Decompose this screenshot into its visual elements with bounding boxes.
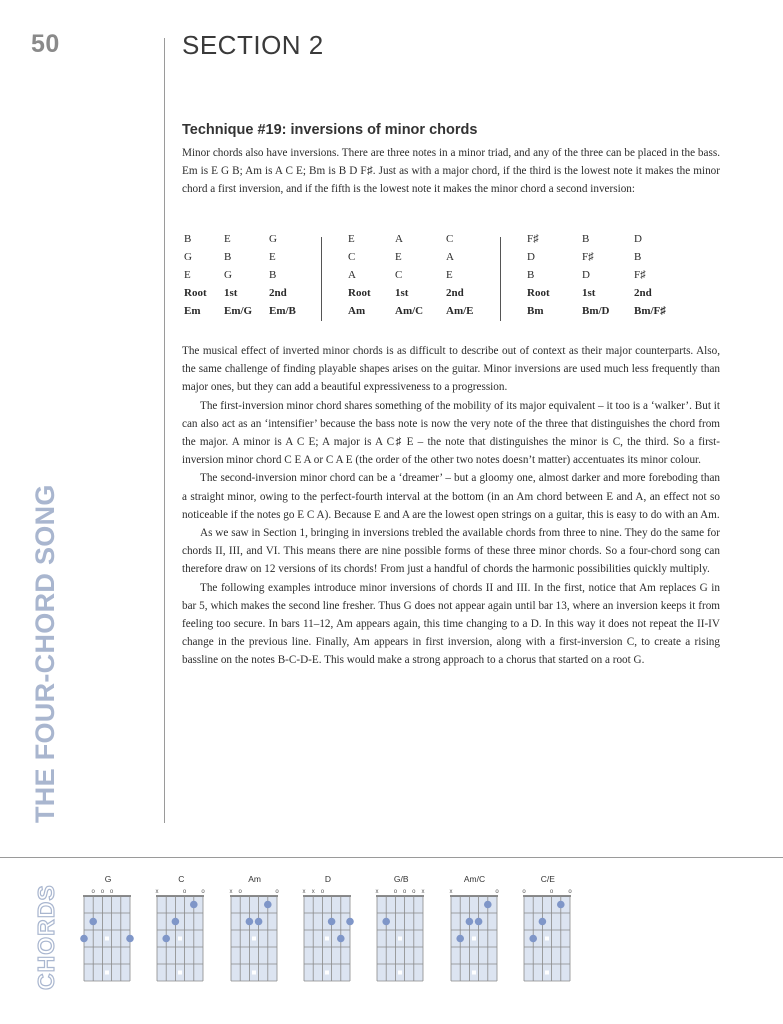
string-marker: x [375, 889, 379, 895]
triad-note: B [582, 233, 590, 245]
finger-dot [245, 918, 253, 926]
string-marker: o [238, 889, 242, 895]
fret-inlay [545, 937, 549, 941]
chord-diagram-name: G [104, 874, 112, 884]
triad-note: B [224, 251, 232, 263]
chord-diagram-c-e [518, 870, 578, 990]
string-marker: o [274, 889, 279, 895]
finger-dot [557, 901, 565, 909]
fret-inlay [105, 971, 109, 975]
sidebar-title-text: THE FOUR-CHORD SONG [30, 484, 60, 823]
chord-diagram-c [151, 870, 211, 990]
string-marker: o [494, 889, 499, 895]
chord-diagram-am-c [445, 870, 505, 990]
triad-note: C [348, 251, 356, 263]
triad-note: E [348, 233, 355, 245]
inversion-label: 2nd [446, 287, 464, 299]
chord-diagram-name: D [324, 874, 331, 884]
triad-note: D [527, 251, 535, 263]
chord-name: Em/G [224, 305, 253, 317]
paragraph: As we saw in Section 1, bringing in inversions trebled the available chords from three to nine. They do the same for chords II, III, and VI. This means there are nine possible forms of these three minor chords. So a four-chord song can therefore draw on 12 versions of its chords! From just a handful of chords the harmonic possibilities quickly multiply. [182, 527, 720, 576]
section-title: SECTION 2 [182, 30, 324, 60]
inversion-label: 1st [582, 287, 596, 299]
fretboard [371, 884, 431, 992]
chord-diagram-am [225, 870, 285, 990]
string-marker: o [568, 889, 572, 895]
finger-dot [172, 918, 180, 926]
triad-note: F♯ [527, 233, 539, 245]
triad-note: G [269, 233, 277, 245]
triad-note: B [184, 233, 192, 245]
triad-note: F♯ [634, 269, 646, 281]
technique-intro: Minor chords also have inversions. There are three notes in a minor triad, and any of the three can be placed in the bass. Em is E G B; Am is A C E; Bm is B D F♯. Just as with a major chord, if the third is the lowest note it makes the minor chord a first inversion, and if the fifth is the lowest note it makes the minor chord a second inversion: [182, 147, 720, 196]
triad-note: D [582, 269, 590, 281]
paragraph: The musical effect of inverted minor chords is as difficult to describe out of context as their major counterparts. Also, the same challenge of finding playable shapes arises on the guitar. Minor inversions are used much less frequently than major ones, but they can add a beautiful expressiveness to a progression. [182, 345, 720, 394]
chords-label-text: CHORDS [33, 884, 59, 990]
triad-table [182, 233, 702, 323]
finger-dot [465, 918, 473, 926]
fret-inlay [472, 937, 476, 941]
finger-dot [346, 918, 354, 926]
inversion-label: 1st [395, 287, 409, 299]
triad-note: B [269, 269, 277, 281]
fret-inlay [105, 937, 109, 941]
page-number: 50 [31, 30, 60, 58]
finger-dot [337, 935, 345, 943]
chord-diagram-g [78, 870, 138, 990]
fretboard [445, 884, 505, 992]
chord-diagram-g-b [371, 870, 431, 990]
fretboard [151, 884, 211, 992]
string-marker: o [393, 889, 398, 895]
chord-name: Am [348, 305, 366, 317]
finger-dot [126, 935, 134, 943]
paragraph: The second-inversion minor chord can be a ‘dreamer’ – but a gloomy one, almost darker and more foreboding than a straight minor, owing to the perfect-fourth interval at the bottom (in an Am chord between E and A, an effect not so noticeable if the notes go E C A). Because E and A are the lowest open strings on a guitar, this is easy to do with an Am. [182, 472, 720, 521]
finger-dot [328, 918, 336, 926]
triad-note: A [395, 233, 403, 245]
string-marker: o [201, 889, 205, 895]
fret-inlay [472, 971, 476, 975]
triad-note: F♯ [582, 251, 594, 263]
finger-dot [383, 918, 391, 926]
finger-dot [456, 935, 464, 943]
finger-dot [163, 935, 171, 943]
finger-dot [190, 901, 198, 909]
chord-diagram-d [298, 870, 358, 990]
fret-inlay [545, 971, 549, 975]
string-marker: o [412, 889, 416, 895]
fret-inlay [252, 937, 256, 941]
fretboard [225, 884, 285, 992]
chord-diagram-name: C/E [540, 874, 555, 884]
fret-inlay [178, 971, 182, 975]
string-marker: o [109, 889, 114, 895]
technique-heading: Technique #19: inversions of minor chords [182, 122, 478, 138]
triad-note: E [446, 269, 453, 281]
triad-note: B [634, 251, 642, 263]
chord-name: Bm [527, 305, 544, 317]
triad-separator [321, 237, 322, 321]
fret-inlay [398, 971, 402, 975]
inversion-label: 2nd [269, 287, 287, 299]
fretboard [78, 884, 138, 992]
finger-dot [538, 918, 546, 926]
chord-name: Em/B [269, 305, 296, 317]
inversion-label: 1st [224, 287, 238, 299]
triad-note: E [184, 269, 191, 281]
chord-diagram-name: Am/C [463, 874, 486, 884]
inversion-label: Root [184, 287, 207, 299]
string-marker: x [449, 889, 452, 895]
finger-dot [529, 935, 537, 943]
fret-inlay [398, 937, 402, 941]
chord-name: Bm/D [582, 305, 610, 317]
string-marker: o [403, 889, 407, 895]
chord-diagram-name: G/B [393, 874, 409, 884]
triad-note: A [348, 269, 356, 281]
finger-dot [264, 901, 272, 909]
string-marker: x [302, 889, 306, 895]
chord-diagram-name: Am [248, 874, 261, 884]
string-marker: o [100, 889, 105, 895]
finger-dot [254, 918, 262, 926]
fretboard [518, 884, 578, 992]
inversion-label: 2nd [634, 287, 652, 299]
chord-name: Bm/F♯ [634, 305, 666, 317]
finger-dot [80, 935, 88, 943]
finger-dot [474, 918, 482, 926]
triad-note: A [446, 251, 454, 263]
triad-note: B [527, 269, 535, 281]
triad-note: C [395, 269, 403, 281]
string-marker: o [183, 889, 187, 895]
string-marker: o [522, 889, 526, 895]
article-body [182, 342, 720, 670]
string-marker: x [421, 889, 425, 895]
chord-name: Am/E [446, 305, 474, 317]
paragraph: The following examples introduce minor inversions of chords II and III. In the first, notice that Am replaces G in bar 5, which makes the second line fresher. Thus G does not appear again until bar 13, where an inversion keeps it from feeling too secure. In bars 11–12, Am appears again, this time changing to a D. In this way it does not repeat the II-IV change in the previous line. Finally, Am appears in first inversion, along with a first-inversion C, to create a rising bassline on the notes B-C-D-E. This would make a strong approach to a chorus that started on a root G. [182, 581, 720, 667]
vertical-rule [164, 38, 165, 823]
bottom-rule [0, 857, 783, 858]
inversion-label: Root [527, 287, 550, 299]
triad-note: E [269, 251, 276, 263]
string-marker: o [91, 889, 95, 895]
string-marker: x [229, 889, 233, 895]
triad-separator [500, 237, 501, 321]
triad-note: G [224, 269, 232, 281]
string-marker: o [549, 889, 554, 895]
chord-diagram-name: C [178, 874, 185, 884]
triad-note: E [395, 251, 402, 263]
fret-inlay [252, 971, 256, 975]
paragraph: The first-inversion minor chord shares something of the mobility of its major equivalent – it too is a ‘walker’. But it can also act as an ‘intensifier’ because the bass note is now the very note of the three that distinguishes the chord from the major. A minor is A C E; A major is A C♯ E – the note that distinguishes the minor is C, the third. So a first-inversion minor chord C E A or C A E (the order of the other two notes doesn’t matter) accentuates its minor colour. [182, 399, 720, 467]
string-marker: x [155, 889, 159, 895]
finger-dot [89, 918, 97, 926]
finger-dot [484, 901, 492, 909]
fret-inlay [325, 937, 329, 941]
triad-note: G [184, 251, 192, 263]
chord-name: Em [184, 305, 201, 317]
triad-note: E [224, 233, 231, 245]
string-marker: o [320, 889, 324, 895]
triad-note: D [634, 233, 642, 245]
triad-note: C [446, 233, 454, 245]
string-marker: x [311, 889, 315, 895]
fretboard [298, 884, 358, 992]
inversion-label: Root [348, 287, 371, 299]
fret-inlay [178, 937, 182, 941]
fret-inlay [325, 971, 329, 975]
chord-name: Am/C [395, 305, 424, 317]
